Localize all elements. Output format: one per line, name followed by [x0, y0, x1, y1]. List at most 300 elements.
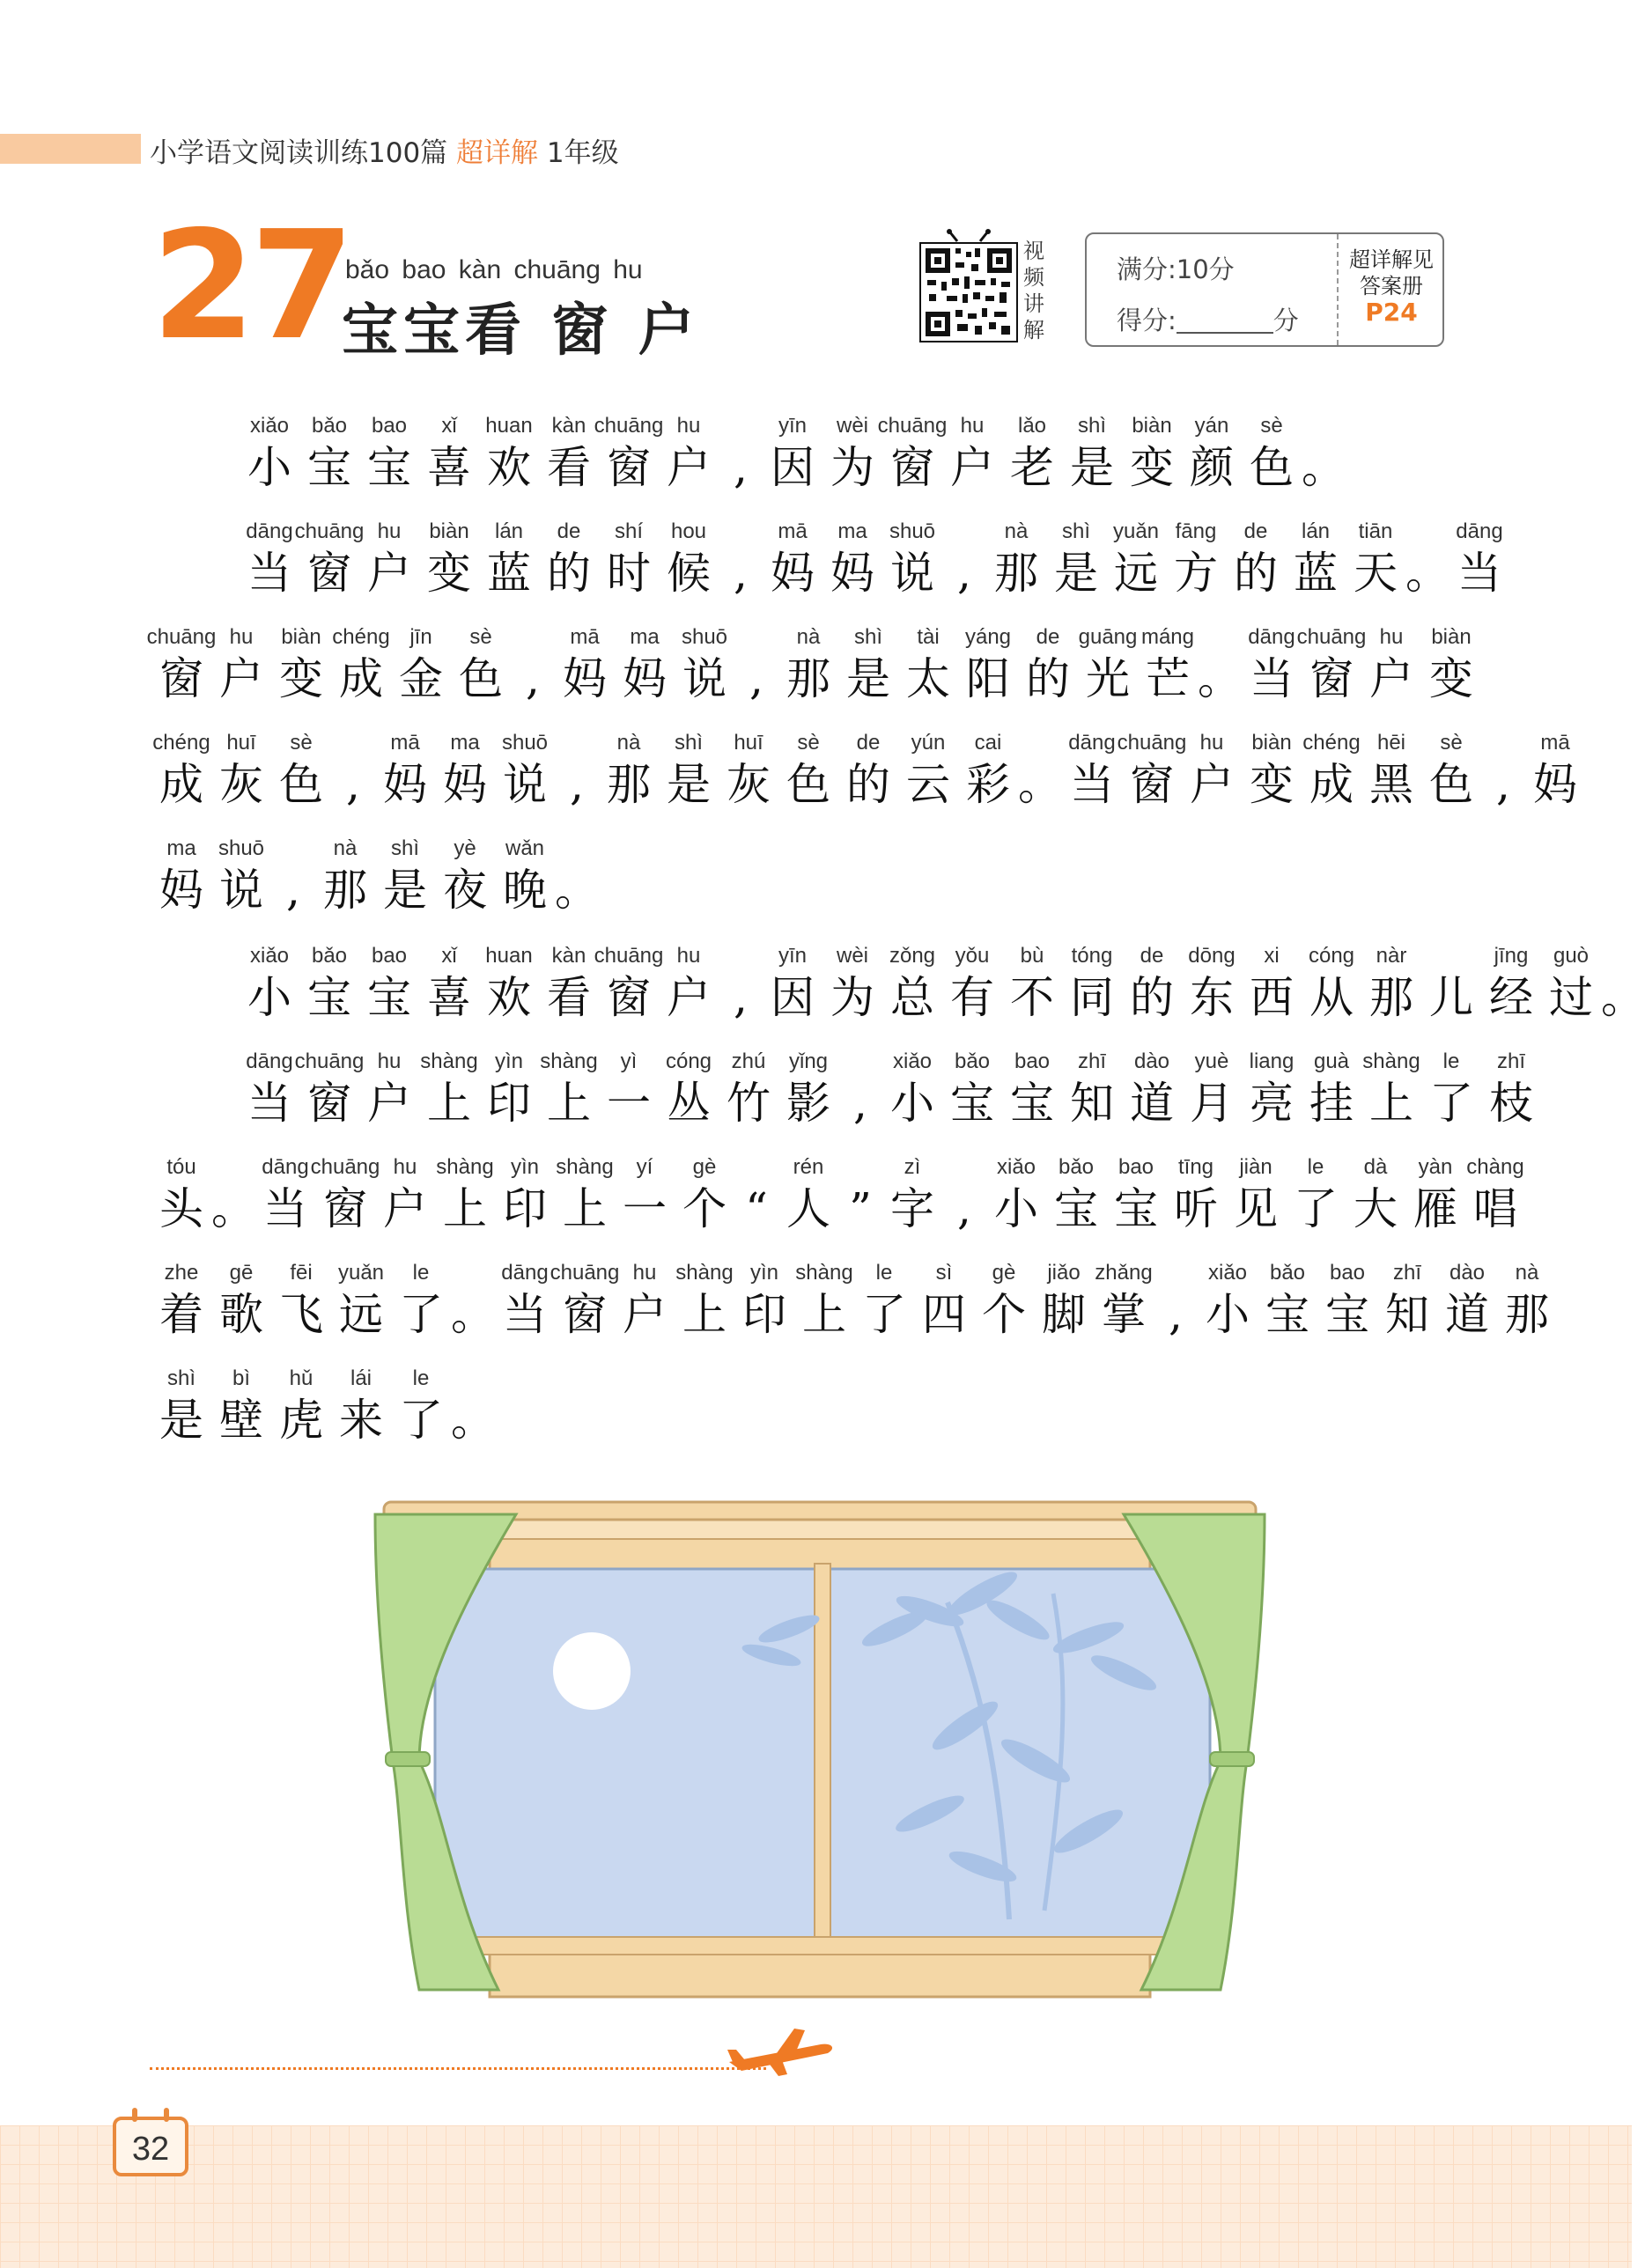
hanzi: 成 [1309, 759, 1354, 810]
pinyin: yán [1194, 414, 1229, 438]
pinyin: le [875, 1261, 893, 1285]
hanzi: 了 [399, 1395, 443, 1446]
pinyin: jīng [1494, 944, 1529, 968]
pinyin: hu [1379, 625, 1404, 649]
hanzi: 窗 [607, 972, 651, 1023]
header-accent-bar [0, 134, 141, 164]
hanzi: 不 [1010, 972, 1054, 1023]
hanzi: 印 [742, 1289, 786, 1340]
hanzi: 掌 [1102, 1289, 1146, 1340]
pinyin: hǔ [289, 1366, 314, 1390]
pinyin: máng [1140, 625, 1195, 649]
pinyin: shàng [420, 1049, 478, 1073]
pinyin: chuāng [294, 1049, 365, 1073]
pinyin: mā [1540, 731, 1570, 755]
hanzi: 户 [367, 548, 411, 599]
pinyin: sè [1440, 731, 1463, 755]
pinyin: le [412, 1261, 430, 1285]
window-illustration [366, 1497, 1273, 2007]
hanzi: 成 [339, 653, 383, 704]
pinyin: chuāng [146, 625, 217, 649]
pinyin: rén [793, 1155, 824, 1179]
pinyin: yuǎn [1112, 519, 1160, 543]
ruby-char [1361, 944, 1421, 1050]
ruby-char [1421, 731, 1481, 837]
hanzi: 了 [1294, 1183, 1338, 1234]
hanzi: 经 [1489, 972, 1533, 1023]
hanzi: 妈 [563, 653, 607, 704]
pinyin: cóng [1308, 944, 1355, 968]
pinyin: le [1307, 1155, 1324, 1179]
pinyin: ma [166, 836, 196, 860]
ruby-char [1138, 625, 1198, 732]
hanzi: 色 [459, 653, 503, 704]
page-number: 32 [131, 2131, 170, 2168]
pinyin: bǎo [311, 414, 348, 438]
hanzi: 那 [607, 759, 651, 810]
pinyin: yún [911, 731, 946, 755]
hanzi: 。 [555, 865, 599, 916]
ruby-char [495, 731, 555, 837]
pinyin: sì [935, 1261, 953, 1285]
pinyin: tóng [1071, 944, 1113, 968]
hanzi: 宝 [307, 972, 351, 1023]
pinyin: dāng [1456, 519, 1503, 543]
pinyin: mā [390, 731, 420, 755]
hanzi: 户 [1369, 653, 1413, 704]
pinyin: chéng [332, 625, 390, 649]
hanzi: 当 [1250, 653, 1294, 704]
pinyin: chéng [1302, 731, 1361, 755]
hanzi: 当 [1070, 759, 1114, 810]
pinyin: nà [1515, 1261, 1539, 1285]
pinyin: dāng [246, 519, 293, 543]
pinyin: hu [1199, 731, 1224, 755]
hanzi: 一 [623, 1183, 667, 1234]
hanzi: 四 [922, 1289, 966, 1340]
pinyin: hu [393, 1155, 417, 1179]
hanzi: 东 [1190, 972, 1234, 1023]
video-label-char: 解 [1023, 318, 1044, 342]
pinyin: bù [1020, 944, 1044, 968]
ruby-char [495, 836, 555, 943]
hanzi: 总 [890, 972, 934, 1023]
ruby-char [271, 731, 331, 837]
hanzi: 晚 [503, 865, 547, 916]
pinyin: tài [917, 625, 940, 649]
hanzi: 为 [830, 442, 874, 493]
ruby-char [151, 1155, 211, 1262]
hanzi: 户 [1190, 759, 1234, 810]
hanzi: 云 [906, 759, 950, 810]
book-title: 小学语文阅读训练100篇 [150, 137, 448, 169]
hanzi: 窗 [1130, 759, 1174, 810]
hanzi: 一 [607, 1078, 651, 1129]
pinyin: hu [632, 1261, 657, 1285]
hanzi: 是 [159, 1395, 203, 1446]
hanzi: 小 [247, 442, 291, 493]
pinyin: lái [350, 1366, 372, 1390]
hanzi: 大 [1354, 1183, 1398, 1234]
hanzi: 知 [1070, 1078, 1114, 1129]
pinyin: yīn [778, 414, 807, 438]
hanzi: 欢 [487, 442, 531, 493]
hanzi: 听 [1174, 1183, 1218, 1234]
hanzi: 字 [890, 1183, 934, 1234]
pinyin: biàn [1132, 414, 1172, 438]
page-number-badge [113, 2117, 188, 2176]
pinyin: zhú [731, 1049, 766, 1073]
hanzi: 枝 [1489, 1078, 1533, 1129]
pinyin: fāng [1175, 519, 1217, 543]
hanzi: 户 [950, 442, 994, 493]
ruby-char [555, 836, 599, 943]
hanzi: 印 [487, 1078, 531, 1129]
hanzi: 妈 [443, 759, 487, 810]
hanzi: 。 [1018, 759, 1062, 810]
pinyin: fēi [290, 1261, 313, 1285]
hanzi: 。 [1198, 653, 1242, 704]
pinyin: dāng [246, 1049, 293, 1073]
pinyin: chuāng [1117, 731, 1187, 755]
pinyin: hu [960, 414, 985, 438]
hanzi: 小 [247, 972, 291, 1023]
ruby-char [1242, 414, 1302, 520]
hanzi: “ [745, 1183, 768, 1234]
pinyin: chuāng [877, 414, 948, 438]
pinyin: sè [797, 731, 820, 755]
hanzi: 黑 [1369, 759, 1413, 810]
pinyin: de [1140, 944, 1164, 968]
hanzi: 当 [503, 1289, 547, 1340]
hanzi: 道 [1130, 1078, 1174, 1129]
pinyin: xǐ [441, 414, 457, 438]
hanzi: 变 [1130, 442, 1174, 493]
hanzi: 金 [399, 653, 443, 704]
hanzi: 说 [682, 653, 727, 704]
pinyin: bǎo [1058, 1155, 1095, 1179]
pinyin: de [1243, 519, 1268, 543]
pinyin: shì [1077, 414, 1106, 438]
hanzi: 是 [667, 759, 711, 810]
hanzi: , [853, 1078, 867, 1129]
pinyin: dōng [1188, 944, 1236, 968]
hanzi: 着 [159, 1289, 203, 1340]
pinyin: nà [616, 731, 641, 755]
hanzi: 因 [771, 442, 815, 493]
hanzi: 户 [367, 1078, 411, 1129]
hanzi: 色 [786, 759, 830, 810]
hanzi: 宝 [1265, 1289, 1309, 1340]
hanzi: 宝 [950, 1078, 994, 1129]
hanzi: 小 [890, 1078, 934, 1129]
hanzi: 宝 [1054, 1183, 1098, 1234]
pinyin: shuō [681, 625, 728, 649]
pinyin: huan [485, 944, 533, 968]
hanzi: 那 [786, 653, 830, 704]
pinyin: shí [614, 519, 643, 543]
hanzi: , [734, 442, 748, 493]
pinyin: zhǎng [1095, 1261, 1153, 1285]
hanzi: 成 [159, 759, 203, 810]
pinyin: huī [734, 731, 763, 755]
pinyin: dào [1133, 1049, 1170, 1073]
hanzi: 蓝 [1294, 548, 1338, 599]
full-score: 满分:10分 [1117, 254, 1235, 284]
pinyin: chuāng [594, 414, 664, 438]
hanzi: 彩 [966, 759, 1010, 810]
pinyin: xiǎo [996, 1155, 1036, 1179]
pinyin: tóu [166, 1155, 196, 1179]
pinyin: chàng [1466, 1155, 1524, 1179]
pinyin: guāng [1078, 625, 1138, 649]
hanzi: 有 [950, 972, 994, 1023]
pinyin: hēi [1376, 731, 1406, 755]
pinyin: liang [1249, 1049, 1295, 1073]
pinyin: hou [670, 519, 707, 543]
hanzi: 的 [1130, 972, 1174, 1023]
pinyin: zhī [1392, 1261, 1421, 1285]
pinyin: nàr [1376, 944, 1407, 968]
pinyin: dāng [1248, 625, 1295, 649]
hanzi: 变 [1250, 759, 1294, 810]
pinyin: huī [226, 731, 256, 755]
pinyin: sè [469, 625, 492, 649]
pinyin: biàn [1251, 731, 1292, 755]
hanzi: 。 [1302, 442, 1346, 493]
hanzi: , [526, 653, 540, 704]
pinyin: le [1442, 1049, 1460, 1073]
hanzi: 印 [503, 1183, 547, 1234]
hanzi: 说 [503, 759, 547, 810]
hanzi: 窗 [890, 442, 934, 493]
pinyin: hu [229, 625, 254, 649]
hanzi: 竹 [727, 1078, 771, 1129]
lesson-title-pinyin: bǎo bao kàn chuāng hu [345, 255, 643, 284]
pinyin: le [412, 1366, 430, 1390]
hanzi: 阳 [966, 653, 1010, 704]
pinyin: yè [454, 836, 476, 860]
pinyin: mā [570, 625, 600, 649]
hanzi: 知 [1385, 1289, 1429, 1340]
hanzi: 灰 [727, 759, 771, 810]
pinyin: shàng [556, 1155, 614, 1179]
ruby-char [391, 1261, 451, 1367]
hanzi: 。 [1405, 548, 1450, 599]
pinyin: hu [676, 944, 701, 968]
hanzi: , [1496, 759, 1510, 810]
book-grade: 1年级 [546, 137, 619, 169]
hanzi: , [957, 548, 971, 599]
hanzi: 是 [1070, 442, 1114, 493]
pinyin: bao [371, 414, 408, 438]
pinyin: yìn [494, 1049, 523, 1073]
hanzi: 蓝 [487, 548, 531, 599]
hanzi: 西 [1250, 972, 1294, 1023]
pinyin: zhī [1496, 1049, 1525, 1073]
hanzi: 芒 [1146, 653, 1190, 704]
pinyin: nà [333, 836, 358, 860]
pinyin: dāng [1068, 731, 1116, 755]
pinyin: gē [229, 1261, 254, 1285]
hanzi: 月 [1190, 1078, 1234, 1129]
pinyin: jiàn [1239, 1155, 1272, 1179]
pinyin: tiān [1358, 519, 1393, 543]
pinyin: chuāng [1296, 625, 1367, 649]
ruby-char [1421, 625, 1481, 732]
hanzi: 当 [1457, 548, 1501, 599]
pinyin: shàng [540, 1049, 598, 1073]
hanzi: 上 [1369, 1078, 1413, 1129]
pinyin: nà [796, 625, 821, 649]
moon-icon [553, 1632, 631, 1710]
pinyin: bao [1118, 1155, 1154, 1179]
ruby-char [778, 1155, 838, 1262]
hanzi: 欢 [487, 972, 531, 1023]
hanzi: , [286, 865, 300, 916]
pinyin: wǎn [505, 836, 545, 860]
text-line [151, 1261, 1557, 1367]
pinyin: ma [630, 625, 660, 649]
pinyin: dāng [501, 1261, 549, 1285]
hanzi: 户 [667, 442, 711, 493]
pinyin: shuō [218, 836, 265, 860]
footer-grid [0, 2125, 1632, 2268]
book-tag: 超详解 [456, 137, 539, 169]
ruby-char [1481, 1049, 1541, 1156]
hanzi: 上 [443, 1183, 487, 1234]
hanzi: 小 [1206, 1289, 1250, 1340]
pinyin: yàn [1418, 1155, 1453, 1179]
video-label-char: 讲 [1023, 291, 1044, 316]
pinyin: yǒu [955, 944, 990, 968]
hanzi: 上 [682, 1289, 727, 1340]
airplane-icon [724, 2025, 838, 2078]
pinyin: xǐ [441, 944, 457, 968]
hanzi: 上 [563, 1183, 607, 1234]
hanzi: 头 [159, 1183, 203, 1234]
hanzi: 妈 [159, 865, 203, 916]
answer-ref-line: 答案册 [1360, 274, 1423, 298]
hanzi: 妈 [1533, 759, 1577, 810]
pinyin: shàng [1362, 1049, 1420, 1073]
pinyin: de [856, 731, 881, 755]
hanzi: 。 [451, 1395, 495, 1446]
pinyin: shì [166, 1366, 195, 1390]
hanzi: 从 [1309, 972, 1354, 1023]
pinyin: yí [636, 1155, 653, 1179]
text-line [240, 944, 1645, 1050]
hanzi: 了 [1429, 1078, 1473, 1129]
pinyin: shuō [889, 519, 936, 543]
hanzi: 光 [1086, 653, 1130, 704]
hanzi: 小 [994, 1183, 1038, 1234]
ruby-char [451, 1366, 495, 1473]
ruby-char [659, 519, 719, 626]
pinyin: xiǎo [249, 944, 290, 968]
ruby-char [1525, 731, 1585, 837]
ruby-char [958, 731, 1018, 837]
pinyin: kàn [551, 414, 586, 438]
hanzi: 。 [1601, 972, 1645, 1023]
hanzi: , [749, 653, 763, 704]
hanzi: 变 [279, 653, 323, 704]
hanzi: 户 [383, 1183, 427, 1234]
hanzi: 变 [427, 548, 471, 599]
hanzi: 。 [211, 1183, 255, 1234]
pinyin: hu [676, 414, 701, 438]
text-line [240, 1049, 1541, 1156]
hanzi: 色 [1429, 759, 1473, 810]
ruby-char [1541, 944, 1601, 1050]
pinyin: yáng [964, 625, 1012, 649]
pinyin: shàng [795, 1261, 853, 1285]
pinyin: xiǎo [892, 1049, 933, 1073]
pinyin: chéng [152, 731, 210, 755]
hanzi: 色 [279, 759, 323, 810]
pinyin: sè [290, 731, 313, 755]
hanzi: 妈 [383, 759, 427, 810]
hanzi: 宝 [367, 442, 411, 493]
pinyin: shì [390, 836, 419, 860]
ruby-char [1346, 519, 1405, 626]
score-blank[interactable] [1177, 311, 1273, 334]
pinyin: mā [778, 519, 808, 543]
lesson-title: 宝宝看 窗 户 [342, 298, 700, 364]
pinyin: gè [692, 1155, 717, 1179]
pinyin: wèi [836, 944, 868, 968]
hanzi: 宝 [367, 972, 411, 1023]
pinyin: xi [1264, 944, 1280, 968]
video-label-char: 视 [1023, 239, 1044, 263]
hanzi: 太 [906, 653, 950, 704]
text-line [151, 1366, 495, 1473]
pinyin: lán [494, 519, 524, 543]
ruby-char [1302, 414, 1346, 520]
hanzi: 窗 [1309, 653, 1354, 704]
pinyin: kàn [551, 944, 586, 968]
pinyin: dà [1363, 1155, 1388, 1179]
hanzi: 的 [547, 548, 591, 599]
score-unit: 分 [1272, 306, 1299, 335]
hanzi: 了 [399, 1289, 443, 1340]
hanzi: , [957, 1183, 971, 1234]
hanzi: 。 [451, 1289, 495, 1340]
hanzi: 妈 [830, 548, 874, 599]
qr-code-icon[interactable] [920, 229, 1017, 343]
hanzi: 宝 [1325, 1289, 1369, 1340]
text-line [151, 1155, 1525, 1262]
pinyin: lán [1301, 519, 1331, 543]
dotted-divider [150, 2067, 766, 2070]
hanzi: 窗 [563, 1289, 607, 1340]
pinyin: dāng [262, 1155, 309, 1179]
ruby-char [778, 1049, 838, 1156]
pinyin: dào [1449, 1261, 1486, 1285]
ruby-char [675, 1155, 734, 1262]
hanzi: 窗 [607, 442, 651, 493]
hanzi: 窗 [307, 1078, 351, 1129]
pinyin: yìn [510, 1155, 539, 1179]
hanzi: , [1169, 1289, 1183, 1340]
pinyin: yuǎn [337, 1261, 385, 1285]
pinyin: bao [1329, 1261, 1366, 1285]
pinyin: de [557, 519, 581, 543]
hanzi: 老 [1010, 442, 1054, 493]
hanzi: 脚 [1042, 1289, 1086, 1340]
hanzi: 是 [846, 653, 890, 704]
hanzi: 候 [667, 548, 711, 599]
